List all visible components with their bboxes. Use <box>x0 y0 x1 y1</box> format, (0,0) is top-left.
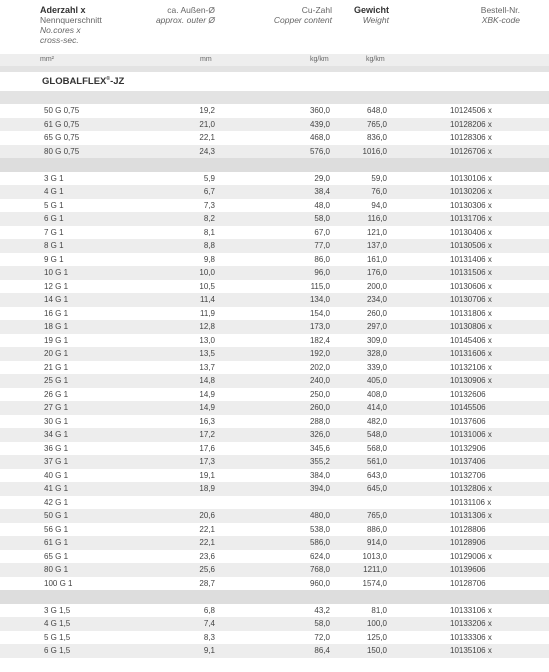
cell-outer-diameter: 14,9 <box>199 403 215 412</box>
cell-cores: 7 G 1 <box>44 227 64 237</box>
cell-cores: 65 G 1 <box>44 551 69 561</box>
cell-cores: 6 G 1 <box>44 214 64 223</box>
cell-order-no: 10132106 x <box>450 362 492 372</box>
cell-outer-diameter: 14,8 <box>199 376 215 385</box>
cell-outer-diameter: 10,5 <box>199 281 215 291</box>
cell-order-no: 10131706 x <box>450 214 492 223</box>
cell-copper: 38,4 <box>314 187 330 196</box>
table-row <box>0 374 549 388</box>
unit-copper: kg/km <box>310 56 329 63</box>
table-row <box>0 293 549 307</box>
cell-outer-diameter: 17,6 <box>199 443 215 453</box>
cell-outer-diameter: 5,9 <box>203 173 215 183</box>
table-row <box>0 334 549 348</box>
cell-outer-diameter: 25,6 <box>199 565 215 574</box>
header-cross-section-de: Nennquerschnitt <box>40 15 102 25</box>
table-row <box>0 563 549 577</box>
product-table <box>0 104 549 658</box>
cell-order-no: 10131506 x <box>450 268 492 277</box>
cell-outer-diameter: 8,2 <box>203 214 215 223</box>
header-weight-en: Weight <box>362 15 389 25</box>
cell-order-no: 10128806 <box>450 524 486 534</box>
cell-copper: 202,0 <box>309 362 330 372</box>
cell-copper: 77,0 <box>314 241 330 250</box>
cell-cores: 50 G 0,75 <box>44 106 80 115</box>
divider-band <box>0 66 549 72</box>
table-row <box>0 631 549 645</box>
cell-order-no: 10145406 x <box>450 335 492 345</box>
cell-order-no: 10130406 x <box>450 227 492 237</box>
cell-order-no: 10128206 x <box>450 119 492 129</box>
table-row <box>0 280 549 294</box>
cell-weight: 100,0 <box>366 619 387 628</box>
cell-order-no: 10129006 x <box>450 551 492 561</box>
cell-order-no: 10132806 x <box>450 484 492 493</box>
table-row <box>0 550 549 564</box>
table-row <box>0 415 549 429</box>
cell-copper: 58,0 <box>314 619 330 628</box>
cell-copper: 384,0 <box>309 470 330 480</box>
group-separator <box>0 590 549 604</box>
cell-weight: 260,0 <box>366 308 387 318</box>
cell-outer-diameter: 22,1 <box>199 538 215 547</box>
cell-order-no: 10131606 x <box>450 349 492 358</box>
cell-weight: 121,0 <box>366 227 387 237</box>
cell-outer-diameter: 16,3 <box>199 416 215 426</box>
cell-outer-diameter: 14,9 <box>199 389 215 399</box>
cell-copper: 624,0 <box>309 551 330 561</box>
header-weight-de: Gewicht <box>353 5 389 15</box>
table-row <box>0 361 549 375</box>
cell-weight: 914,0 <box>366 538 387 547</box>
cell-weight: 234,0 <box>366 295 387 304</box>
cell-outer-diameter: 28,7 <box>199 578 215 588</box>
cell-copper: 576,0 <box>309 146 330 156</box>
cell-copper: 960,0 <box>309 578 330 588</box>
cell-order-no: 10145506 <box>450 403 486 412</box>
table-row <box>0 509 549 523</box>
cell-copper: 355,2 <box>309 457 330 466</box>
cell-outer-diameter: 17,2 <box>199 430 215 439</box>
table-row <box>0 172 549 186</box>
cell-copper: 115,0 <box>310 281 330 291</box>
table-row <box>0 266 549 280</box>
cell-order-no: 10130206 x <box>450 187 492 196</box>
cell-cores: 25 G 1 <box>44 376 69 385</box>
cell-copper: 154,0 <box>309 308 330 318</box>
cell-cores: 100 G 1 <box>44 578 73 588</box>
cell-copper: 394,0 <box>309 484 330 493</box>
cell-cores: 18 G 1 <box>44 322 69 331</box>
cell-weight: 1013,0 <box>362 551 387 561</box>
cell-cores: 36 G 1 <box>44 443 69 453</box>
table-row <box>0 104 549 118</box>
group-separator <box>0 158 549 172</box>
cell-cores: 4 G 1 <box>44 187 64 196</box>
header-weight <box>354 5 389 25</box>
table-row <box>0 388 549 402</box>
header-copper <box>274 5 332 25</box>
table-row <box>0 320 549 334</box>
cell-outer-diameter: 7,3 <box>203 200 215 210</box>
cell-weight: 568,0 <box>366 443 387 453</box>
table-row <box>0 482 549 496</box>
cell-cores: 34 G 1 <box>44 430 69 439</box>
cell-weight: 116,0 <box>367 214 387 223</box>
cell-outer-diameter: 11,9 <box>200 308 215 318</box>
cell-weight: 648,0 <box>366 106 387 115</box>
cell-copper: 67,0 <box>314 227 330 237</box>
cell-weight: 886,0 <box>366 524 387 534</box>
cell-copper: 86,4 <box>314 646 330 655</box>
cell-cores: 30 G 1 <box>44 416 69 426</box>
table-row <box>0 644 549 658</box>
cell-copper: 86,0 <box>314 254 330 264</box>
cell-weight: 1211,0 <box>363 565 387 574</box>
product-suffix: -JZ <box>110 76 125 88</box>
cell-cores: 12 G 1 <box>44 281 69 291</box>
cell-order-no: 10130806 x <box>450 322 492 331</box>
table-row <box>0 469 549 483</box>
table-header <box>0 0 549 53</box>
cell-weight: 405,0 <box>366 376 387 385</box>
cell-weight: 482,0 <box>366 416 387 426</box>
table-row <box>0 185 549 199</box>
registered-mark: ® <box>106 76 111 82</box>
cell-weight: 150,0 <box>366 646 387 655</box>
table-row <box>0 131 549 145</box>
cell-cores: 26 G 1 <box>44 389 69 399</box>
cell-copper: 43,2 <box>314 605 330 615</box>
cell-cores: 21 G 1 <box>44 362 69 372</box>
cell-outer-diameter: 22,1 <box>199 133 215 142</box>
cell-copper: 192,0 <box>309 349 330 358</box>
header-cores-de: Aderzahl x <box>40 5 86 15</box>
cell-cores: 4 G 1,5 <box>44 619 71 628</box>
table-row <box>0 226 549 240</box>
cell-cores: 50 G 1 <box>44 511 69 520</box>
cell-cores: 19 G 1 <box>44 335 69 345</box>
table-row <box>0 307 549 321</box>
cell-outer-diameter: 8,1 <box>203 227 215 237</box>
cell-copper: 468,0 <box>309 133 330 142</box>
cell-order-no: 10131806 x <box>450 308 492 318</box>
header-cores-en: No.cores x <box>40 25 81 35</box>
cell-weight: 561,0 <box>366 457 387 466</box>
cell-copper: 182,4 <box>309 335 330 345</box>
cell-weight: 414,0 <box>366 403 387 412</box>
cell-copper: 58,0 <box>314 214 330 223</box>
cell-order-no: 10130906 x <box>450 376 492 385</box>
cell-weight: 59,0 <box>371 173 387 183</box>
cell-copper: 48,0 <box>314 200 330 210</box>
cell-weight: 645,0 <box>366 484 387 493</box>
cell-copper: 72,0 <box>314 632 330 642</box>
cell-weight: 137,0 <box>366 241 387 250</box>
cell-weight: 81,0 <box>371 605 387 615</box>
table-row <box>0 401 549 415</box>
cell-outer-diameter: 13,5 <box>199 349 215 358</box>
header-order-no-en: XBK-code <box>481 15 520 25</box>
cell-weight: 200,0 <box>366 281 387 291</box>
units-row <box>0 54 549 66</box>
table-row <box>0 428 549 442</box>
cell-copper: 538,0 <box>309 524 330 534</box>
header-copper-de: Cu-Zahl <box>301 5 332 15</box>
cell-copper: 768,0 <box>309 565 330 574</box>
cell-copper: 173,0 <box>309 322 330 331</box>
header-outer-diameter <box>156 5 215 25</box>
cell-order-no: 10139606 <box>450 565 486 574</box>
cell-order-no: 10131006 x <box>450 430 492 439</box>
cell-copper: 360,0 <box>309 106 330 115</box>
cell-order-no: 10130106 x <box>450 173 492 183</box>
cell-outer-diameter: 9,1 <box>203 646 215 655</box>
cell-copper: 250,0 <box>309 389 330 399</box>
cell-cores: 27 G 1 <box>44 403 69 412</box>
table-row <box>0 604 549 618</box>
cell-cores: 5 G 1,5 <box>44 632 71 642</box>
cell-outer-diameter: 19,1 <box>199 470 215 480</box>
table-row <box>0 577 549 591</box>
cell-order-no: 10130506 x <box>450 241 492 250</box>
cell-order-no: 10126706 x <box>450 146 492 156</box>
cell-weight: 765,0 <box>366 119 387 129</box>
cell-weight: 76,0 <box>371 187 387 196</box>
cell-order-no: 10137606 <box>450 416 486 426</box>
cell-cores: 40 G 1 <box>44 470 69 480</box>
cell-cores: 20 G 1 <box>44 349 69 358</box>
cell-outer-diameter: 12,8 <box>199 322 215 331</box>
cell-order-no: 10132906 <box>450 443 486 453</box>
table-row <box>0 118 549 132</box>
cell-weight: 94,0 <box>371 200 387 210</box>
table-row <box>0 253 549 267</box>
header-cores <box>40 5 102 45</box>
cell-weight: 125,0 <box>366 632 387 642</box>
product-name: GLOBALFLEX <box>42 76 107 88</box>
cell-outer-diameter: 9,8 <box>203 254 215 264</box>
divider-band <box>0 91 549 104</box>
cell-copper: 345,6 <box>309 443 330 453</box>
cell-cores: 14 G 1 <box>44 295 69 304</box>
cell-order-no: 10135106 x <box>450 646 492 655</box>
cell-weight: 328,0 <box>366 349 387 358</box>
cell-cores: 42 G 1 <box>44 497 69 507</box>
cell-outer-diameter: 24,3 <box>199 146 215 156</box>
table-row <box>0 212 549 226</box>
cell-outer-diameter: 20,6 <box>199 511 215 520</box>
table-row <box>0 617 549 631</box>
unit-diameter: mm <box>200 56 212 63</box>
cell-order-no: 10128906 <box>450 538 486 547</box>
cell-outer-diameter: 18,9 <box>199 484 215 493</box>
unit-weight: kg/km <box>366 56 385 63</box>
table-row <box>0 347 549 361</box>
cell-cores: 8 G 1 <box>44 241 64 250</box>
header-copper-en: Copper content <box>273 15 332 25</box>
cell-copper: 480,0 <box>309 511 330 520</box>
table-row <box>0 239 549 253</box>
cell-order-no: 10124506 x <box>450 106 492 115</box>
cell-weight: 161,0 <box>366 254 387 264</box>
cell-weight: 1016,0 <box>362 146 387 156</box>
cell-outer-diameter: 17,3 <box>199 457 215 466</box>
cell-cores: 10 G 1 <box>44 268 69 277</box>
cell-order-no: 10132606 <box>450 389 486 399</box>
cell-order-no: 10133206 x <box>450 619 492 628</box>
table-row <box>0 199 549 213</box>
header-order-no <box>430 5 520 25</box>
cell-copper: 96,0 <box>314 268 330 277</box>
section-title <box>42 76 124 87</box>
cell-order-no: 10132706 <box>450 470 486 480</box>
cell-outer-diameter: 8,8 <box>203 241 215 250</box>
cell-cores: 3 G 1 <box>44 173 64 183</box>
cell-order-no: 10137406 <box>450 457 486 466</box>
header-outer-diameter-de: ca. Außen-Ø <box>167 5 215 15</box>
cell-outer-diameter: 23,6 <box>199 551 215 561</box>
table-row <box>0 523 549 537</box>
header-cross-section-en: cross-sec. <box>40 35 79 45</box>
cell-cores: 37 G 1 <box>44 457 69 466</box>
table-row <box>0 536 549 550</box>
cell-outer-diameter: 13,7 <box>199 362 215 372</box>
cell-cores: 65 G 0,75 <box>44 133 80 142</box>
cell-order-no: 10133306 x <box>450 632 492 642</box>
cell-cores: 61 G 0,75 <box>44 119 80 129</box>
cell-outer-diameter: 19,2 <box>199 106 215 115</box>
cell-order-no: 10128706 <box>450 578 486 588</box>
cell-order-no: 10130606 x <box>450 281 492 291</box>
cell-order-no: 10131306 x <box>450 511 492 520</box>
unit-cross-section: mm² <box>40 56 54 63</box>
cell-outer-diameter: 6,8 <box>203 605 215 615</box>
cell-weight: 339,0 <box>366 362 387 372</box>
cell-order-no: 10133106 x <box>450 605 492 615</box>
cell-order-no: 10131406 x <box>450 254 492 264</box>
cell-weight: 1574,0 <box>362 578 387 588</box>
cell-copper: 439,0 <box>309 119 330 129</box>
cell-cores: 16 G 1 <box>44 308 69 318</box>
cell-cores: 5 G 1 <box>44 200 64 210</box>
cell-copper: 260,0 <box>309 403 330 412</box>
cell-outer-diameter: 8,3 <box>203 632 215 642</box>
cell-weight: 765,0 <box>366 511 387 520</box>
cell-copper: 586,0 <box>309 538 330 547</box>
cell-order-no: 10130306 x <box>450 200 492 210</box>
cell-copper: 240,0 <box>309 376 330 385</box>
cell-weight: 309,0 <box>366 335 387 345</box>
cell-cores: 3 G 1,5 <box>44 605 71 615</box>
cell-outer-diameter: 11,4 <box>200 295 215 304</box>
cell-weight: 548,0 <box>366 430 387 439</box>
cell-order-no: 10131106 x <box>450 497 492 507</box>
cell-copper: 326,0 <box>309 430 330 439</box>
cell-cores: 9 G 1 <box>44 254 64 264</box>
cell-copper: 288,0 <box>309 416 330 426</box>
cell-weight: 408,0 <box>366 389 387 399</box>
cell-cores: 6 G 1,5 <box>44 646 71 655</box>
cell-weight: 836,0 <box>366 133 387 142</box>
cell-cores: 56 G 1 <box>44 524 69 534</box>
table-row <box>0 145 549 159</box>
cell-outer-diameter: 7,4 <box>203 619 215 628</box>
cell-copper: 29,0 <box>314 173 330 183</box>
cell-outer-diameter: 6,7 <box>203 187 215 196</box>
cell-cores: 61 G 1 <box>44 538 69 547</box>
cell-weight: 297,0 <box>366 322 387 331</box>
cell-order-no: 10130706 x <box>450 295 492 304</box>
table-row <box>0 442 549 456</box>
cell-cores: 80 G 1 <box>44 565 69 574</box>
table-row <box>0 455 549 469</box>
cell-order-no: 10128306 x <box>450 133 492 142</box>
header-outer-diameter-en: approx. outer Ø <box>155 15 215 25</box>
cell-cores: 80 G 0,75 <box>44 146 80 156</box>
table-row <box>0 496 549 510</box>
cell-outer-diameter: 10,0 <box>199 268 215 277</box>
cell-outer-diameter: 22,1 <box>199 524 215 534</box>
cell-weight: 643,0 <box>366 470 387 480</box>
header-order-no-de: Bestell-Nr. <box>480 5 520 15</box>
cell-outer-diameter: 13,0 <box>199 335 215 345</box>
cell-outer-diameter: 21,0 <box>199 119 215 129</box>
cell-copper: 134,0 <box>309 295 330 304</box>
cell-weight: 176,0 <box>366 268 387 277</box>
cell-cores: 41 G 1 <box>44 484 69 493</box>
